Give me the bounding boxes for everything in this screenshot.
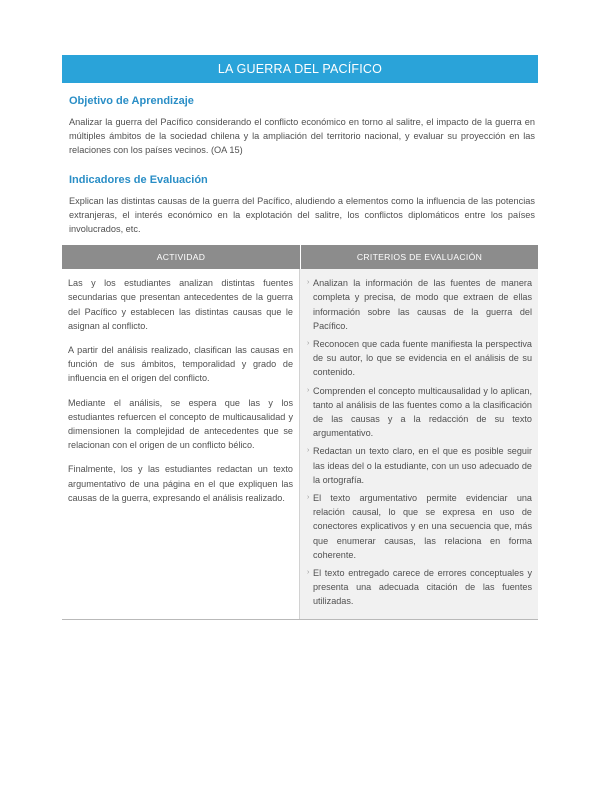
criterio-text: Redactan un texto claro, en el que es posible seguir las ideas del o la estudiante, con un uso adecuado de la ortografía. (313, 446, 532, 485)
table-body (62, 269, 538, 618)
bullet-arrow-icon: › (307, 569, 310, 577)
bullet-arrow-icon: › (307, 447, 310, 455)
criterio-text: El texto entregado carece de errores conceptuales y presenta una adecuada citación de las fuentes utilizadas. (313, 568, 532, 607)
objetivo-text: Analizar la guerra del Pacífico considerando el conflicto económico en torno al salitre, el impacto de la guerra en múltiples ámbitos de la sociedad chilena y la ampliación del territorio nacional, y evaluar su proyección en las relaciones con los países vecinos. (OA 15) (69, 117, 535, 156)
criterio-item (307, 276, 532, 333)
actividad-column (62, 269, 300, 618)
header-criterios: CRITERIOS DE EVALUACIÓN (356, 252, 483, 263)
criterio-text: El texto argumentativo permite evidenciar una relación causal, lo que se expresa en uso de conectores explicativos y en una secuencia que, más que enumerar causas, las relaciona en forma coherente. (313, 493, 532, 560)
bullet-arrow-icon: › (307, 340, 310, 348)
bullet-arrow-icon: › (307, 386, 310, 394)
actividad-paragraph: Mediante el análisis, se espera que las y los estudiantes refuercen el concepto de multicausalidad y dimensionen la complejidad de antecedentes que se relacionan con el origen de un conflicto bélico. (68, 397, 293, 451)
bullet-arrow-icon: › (307, 279, 310, 287)
indicadores-text: Explican las distintas causas de la guerra del Pacífico, aludiendo a elementos como la influencia de las potencias extranjeras, el interés económico en la explotación del salitre, los conflictos diplomáticos entre los países involucrados, etc. (69, 195, 535, 235)
criterio-text: Reconocen que cada fuente manifiesta la perspectiva de su autor, lo que se evidencia en el análisis de su contenido. (313, 339, 532, 378)
criterio-text: Comprenden el concepto multicausalidad y lo aplican, tanto al análisis de las fuentes como a la clasificación de las causas y a la redacción de su texto argumentativo. (313, 385, 532, 439)
criterio-text: Analizan la información de las fuentes de manera completa y precisa, de modo que extraen de ellas información sobre las causas de la guerra del Pacífico. (313, 278, 532, 331)
criterio-item (307, 384, 532, 441)
actividad-paragraph: A partir del análisis realizado, clasifican las causas en función de sus ámbitos, temporalidad y grado de influencia en el origen del conflicto. (68, 345, 293, 384)
criterio-item (307, 491, 532, 562)
header-actividad: ACTIVIDAD (62, 245, 301, 269)
objetivo-heading: Objetivo de Aprendizaje (69, 95, 194, 107)
page-title-banner: LA GUERRA DEL PACÍFICO (62, 55, 538, 83)
criterio-item (307, 337, 532, 380)
criterio-item (307, 566, 532, 609)
indicadores-heading: Indicadores de Evaluación (69, 173, 208, 186)
criterios-column (300, 269, 538, 618)
actividad-paragraph: Finalmente, los y las estudiantes redactan un texto argumentativo de una página en el que expliquen las causas de la guerra, expresando el análisis realizado. (68, 464, 293, 503)
actividad-paragraph: Las y los estudiantes analizan distintas fuentes secundarias que presentan antecedentes de la guerra del Pacífico y establecen las distintas causas que le asignan al conflicto. (68, 278, 293, 331)
table-header (62, 245, 538, 269)
document-page (62, 55, 538, 620)
criterio-item (307, 444, 532, 487)
evaluation-table (62, 245, 538, 619)
bullet-arrow-icon: › (307, 494, 310, 502)
